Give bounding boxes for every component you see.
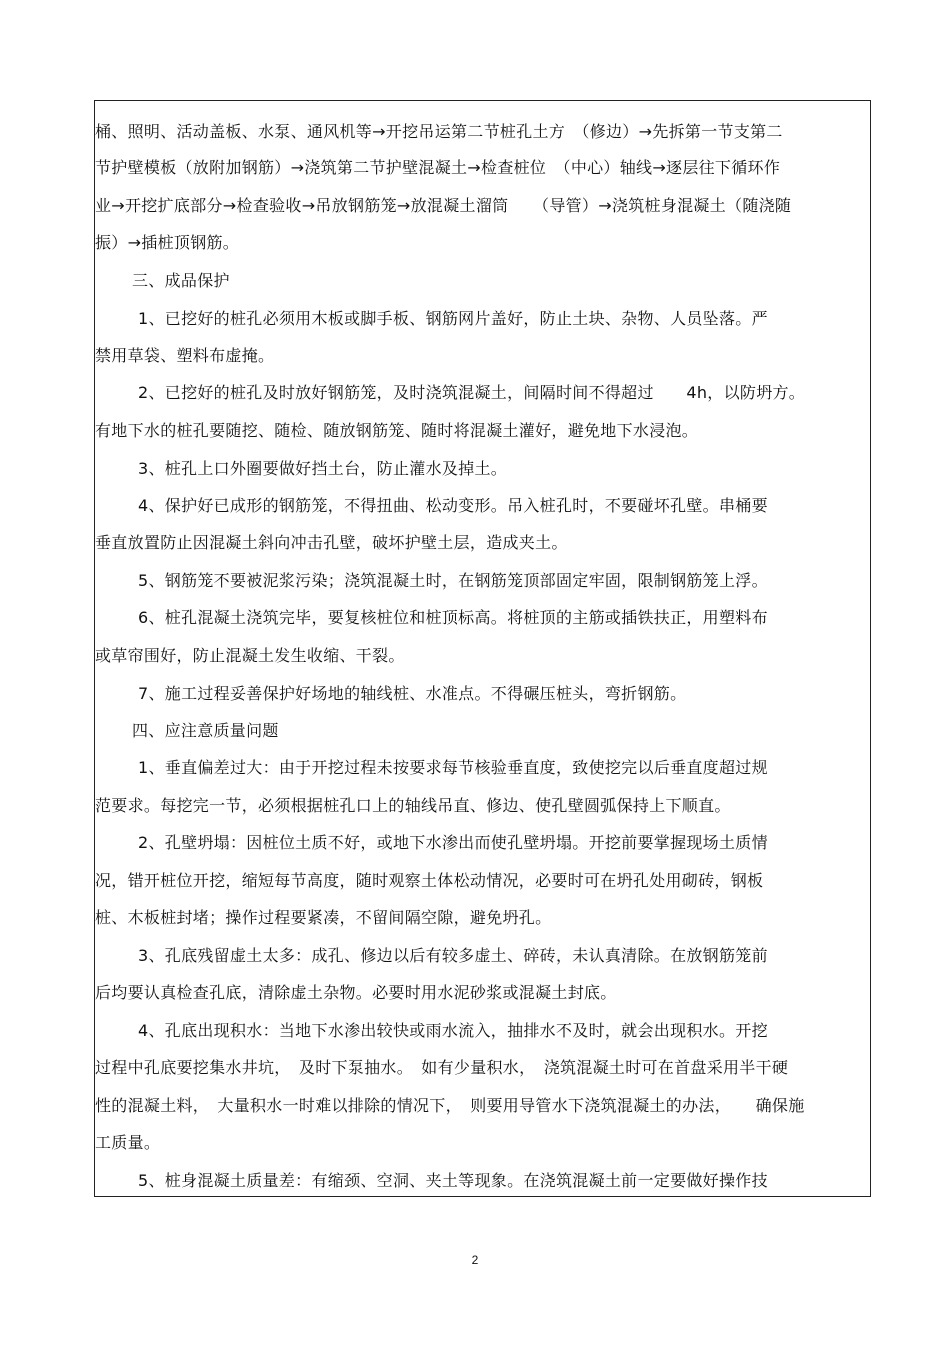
text-line: 过程中孔底要挖集水井坑， 及时下泵抽水。 如有少量积水， 浇筑混凝土时可在首盘采用半干硬 xyxy=(95,1058,789,1077)
text-line: 垂直放置防止因混凝土斜向冲击孔壁，破坏护壁土层，造成夹土。 xyxy=(95,533,568,552)
text-line: 工质量。 xyxy=(95,1133,161,1152)
text-line: 振）→插桩顶钢筋。 xyxy=(95,233,240,252)
text-line: 4、孔底出现积水：当地下水渗出较快或雨水流入，抽排水不及时，就会出现积水。开挖 xyxy=(138,1021,768,1040)
text-line: 2、孔壁坍塌：因桩位土质不好，或地下水渗出而使孔壁坍塌。开挖前要掌握现场土质情 xyxy=(138,833,768,852)
text-line: 7、施工过程妥善保护好场地的轴线桩、水准点。不得碾压桩头，弯折钢筋。 xyxy=(138,684,687,703)
text-line: 有地下水的桩孔要随挖、随检、随放钢筋笼、随时将混凝土灌好，避免地下水浸泡。 xyxy=(95,421,699,440)
text-line: 2、已挖好的桩孔及时放好钢筋笼，及时浇筑混凝土，间隔时间不得超过 4h，以防坍方。 xyxy=(138,383,806,402)
text-line: 5、钢筋笼不要被泥浆污染；浇筑混凝土时，在钢筋笼顶部固定牢固，限制钢筋笼上浮。 xyxy=(138,571,768,590)
text-line: 4、保护好已成形的钢筋笼，不得扭曲、松动变形。吊入桩孔时，不要碰坏孔壁。串桶要 xyxy=(138,496,768,515)
text-line: 禁用草袋、塑料布虚掩。 xyxy=(95,346,275,365)
text-line: 或草帘围好，防止混凝土发生收缩、干裂。 xyxy=(95,646,405,665)
text-line: 桶、照明、活动盖板、水泵、通风机等→开挖吊运第二节桩孔土方 （修边）→先拆第一节支第二 xyxy=(95,122,783,141)
text-line: 3、孔底残留虚土太多：成孔、修边以后有较多虚土、碎砖，未认真清除。在放钢筋笼前 xyxy=(138,946,768,965)
page-number: 2 xyxy=(471,1253,479,1267)
text-line: 桩、木板桩封堵；操作过程要紧凑，不留间隔空隙，避免坍孔。 xyxy=(95,908,552,927)
section-heading: 三、成品保护 xyxy=(132,271,230,290)
text-line: 性的混凝土料， 大量积水一时难以排除的情况下， 则要用导管水下浇筑混凝土的办法， 确保施 xyxy=(95,1096,805,1115)
text-line: 业→开挖扩底部分→检查验收→吊放钢筋笼→放混凝土溜筒 （导管）→浇筑桩身混凝土（随浇随 xyxy=(95,196,792,215)
text-line: 6、桩孔混凝土浇筑完毕，要复核桩位和桩顶标高。将桩顶的主筋或插铁扶正，用塑料布 xyxy=(138,608,768,627)
text-line: 3、桩孔上口外圈要做好挡土台，防止灌水及掉土。 xyxy=(138,459,508,478)
text-line: 范要求。每挖完一节，必须根据桩孔口上的轴线吊直、修边、使孔壁圆弧保持上下顺直。 xyxy=(95,796,731,815)
text-line: 1、垂直偏差过大：由于开挖过程未按要求每节核验垂直度，致使挖完以后垂直度超过规 xyxy=(138,758,768,777)
text-line: 1、已挖好的桩孔必须用木板或脚手板、钢筋网片盖好，防止土块、杂物、人员坠落。严 xyxy=(138,309,768,328)
section-heading: 四、应注意质量问题 xyxy=(132,721,279,740)
text-line: 后均要认真检查孔底，清除虚土杂物。必要时用水泥砂浆或混凝土封底。 xyxy=(95,983,617,1002)
text-line: 况，错开桩位开挖，缩短每节高度，随时观察土体松动情况，必要时可在坍孔处用砌砖，钢板 xyxy=(95,871,764,890)
text-line: 5、桩身混凝土质量差：有缩颈、空洞、夹土等现象。在浇筑混凝土前一定要做好操作技 xyxy=(138,1171,768,1190)
text-line: 节护壁模板（放附加钢筋）→浇筑第二节护壁混凝土→检查桩位 （中心）轴线→逐层往下循环作 xyxy=(95,158,781,177)
